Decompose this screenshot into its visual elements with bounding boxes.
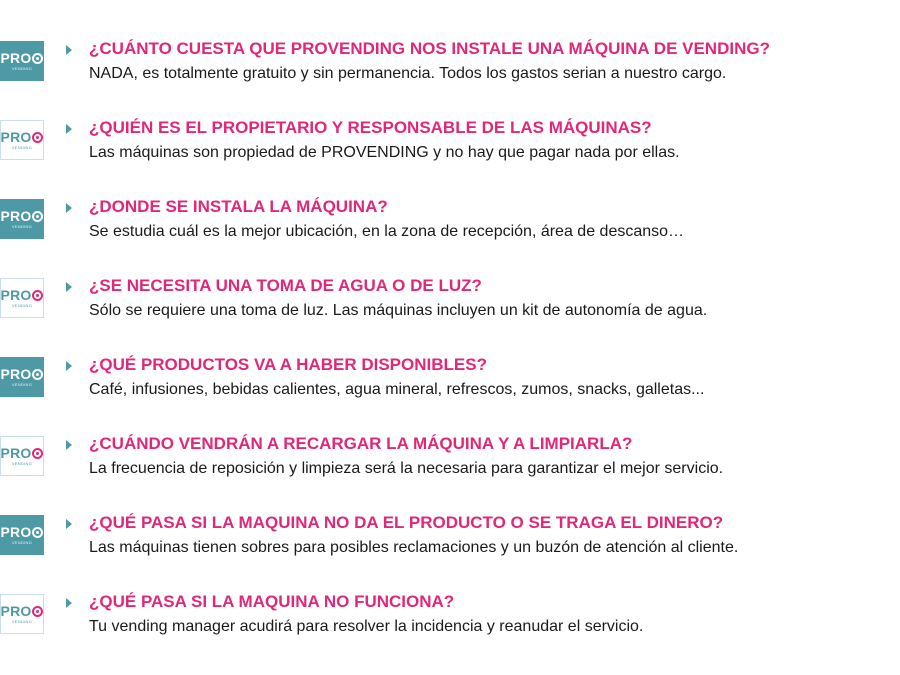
provending-logo bbox=[0, 594, 44, 634]
faq-item bbox=[0, 433, 900, 512]
logo-word-text: PRO bbox=[0, 524, 32, 540]
logo-subtitle: VENDING bbox=[11, 382, 33, 387]
logo-ring-icon bbox=[32, 53, 43, 64]
faq-answer: Las máquinas son propiedad de PROVENDING y no hay que pagar nada por ellas. bbox=[89, 144, 680, 161]
faq-answer: Sólo se requiere una toma de luz. Las máquinas incluyen un kit de autonomía de agua. bbox=[89, 302, 708, 319]
logo-subtitle: VENDING bbox=[11, 66, 33, 71]
faq-item bbox=[0, 196, 900, 275]
logo-wordmark bbox=[1, 288, 44, 302]
triangle-right-icon bbox=[66, 203, 72, 213]
faq-answer: Tu vending manager acudirá para resolver la incidencia y reanudar el servicio. bbox=[89, 618, 644, 635]
logo-word-text: PRO bbox=[0, 287, 32, 303]
faq-question: ¿CUÁNTO CUESTA QUE PROVENDING NOS INSTALE UNA MÁQUINA DE VENDING? bbox=[89, 39, 770, 58]
logo-subtitle: VENDING bbox=[11, 145, 33, 150]
faq-item bbox=[0, 354, 900, 433]
provending-logo bbox=[0, 199, 44, 239]
faq-question: ¿DONDE SE INSTALA LA MÁQUINA? bbox=[89, 197, 388, 216]
logo-ring-icon bbox=[32, 290, 43, 301]
triangle-right-icon bbox=[66, 598, 72, 608]
logo-wordmark bbox=[1, 446, 44, 460]
triangle-right-icon bbox=[66, 124, 72, 134]
provending-logo bbox=[0, 357, 44, 397]
logo-subtitle: VENDING bbox=[11, 224, 33, 229]
faq-list bbox=[0, 38, 900, 670]
triangle-right-icon bbox=[66, 519, 72, 529]
logo-ring-icon bbox=[32, 527, 43, 538]
faq-question: ¿QUÉ PRODUCTOS VA A HABER DISPONIBLES? bbox=[89, 355, 487, 374]
logo-wordmark bbox=[1, 51, 44, 65]
faq-item bbox=[0, 512, 900, 591]
logo-word-text: PRO bbox=[0, 50, 32, 66]
provending-logo bbox=[0, 436, 44, 476]
logo-wordmark bbox=[1, 130, 44, 144]
logo-word-text: PRO bbox=[0, 129, 32, 145]
logo-wordmark bbox=[1, 367, 44, 381]
faq-item bbox=[0, 117, 900, 196]
logo-subtitle: VENDING bbox=[11, 303, 33, 308]
logo-subtitle: VENDING bbox=[11, 540, 33, 545]
logo-ring-icon bbox=[32, 132, 43, 143]
logo-word-text: PRO bbox=[0, 445, 32, 461]
faq-item bbox=[0, 275, 900, 354]
faq-item bbox=[0, 591, 900, 670]
provending-logo bbox=[0, 41, 44, 81]
faq-question: ¿QUÉ PASA SI LA MAQUINA NO DA EL PRODUCTO O SE TRAGA EL DINERO? bbox=[89, 513, 724, 532]
faq-question: ¿CUÁNDO VENDRÁN A RECARGAR LA MÁQUINA Y A LIMPIARLA? bbox=[89, 434, 633, 453]
faq-item bbox=[0, 38, 900, 117]
logo-word-text: PRO bbox=[0, 603, 32, 619]
logo-ring-icon bbox=[32, 369, 43, 380]
logo-wordmark bbox=[1, 604, 44, 618]
logo-ring-icon bbox=[32, 448, 43, 459]
triangle-right-icon bbox=[66, 440, 72, 450]
provending-logo bbox=[0, 120, 44, 160]
faq-answer: Café, infusiones, bebidas calientes, agua mineral, refrescos, zumos, snacks, galletas... bbox=[89, 381, 705, 398]
provending-logo bbox=[0, 278, 44, 318]
faq-answer: Las máquinas tienen sobres para posibles reclamaciones y un buzón de atención al cliente. bbox=[89, 539, 739, 556]
logo-wordmark bbox=[1, 525, 44, 539]
logo-subtitle: VENDING bbox=[11, 619, 33, 624]
faq-question: ¿QUIÉN ES EL PROPIETARIO Y RESPONSABLE DE LAS MÁQUINAS? bbox=[89, 118, 652, 137]
logo-ring-icon bbox=[32, 606, 43, 617]
faq-question: ¿QUÉ PASA SI LA MAQUINA NO FUNCIONA? bbox=[89, 592, 455, 611]
triangle-right-icon bbox=[66, 45, 72, 55]
faq-answer: NADA, es totalmente gratuito y sin permanencia. Todos los gastos serian a nuestro cargo. bbox=[89, 65, 727, 82]
logo-subtitle: VENDING bbox=[11, 461, 33, 466]
faq-question: ¿SE NECESITA UNA TOMA DE AGUA O DE LUZ? bbox=[89, 276, 482, 295]
triangle-right-icon bbox=[66, 282, 72, 292]
triangle-right-icon bbox=[66, 361, 72, 371]
faq-answer: Se estudia cuál es la mejor ubicación, en la zona de recepción, área de descanso… bbox=[89, 223, 685, 240]
logo-word-text: PRO bbox=[0, 208, 32, 224]
logo-wordmark bbox=[1, 209, 44, 223]
provending-logo bbox=[0, 515, 44, 555]
logo-ring-icon bbox=[32, 211, 43, 222]
faq-answer: La frecuencia de reposición y limpieza será la necesaria para garantizar el mejor servicio. bbox=[89, 460, 724, 477]
logo-word-text: PRO bbox=[0, 366, 32, 382]
